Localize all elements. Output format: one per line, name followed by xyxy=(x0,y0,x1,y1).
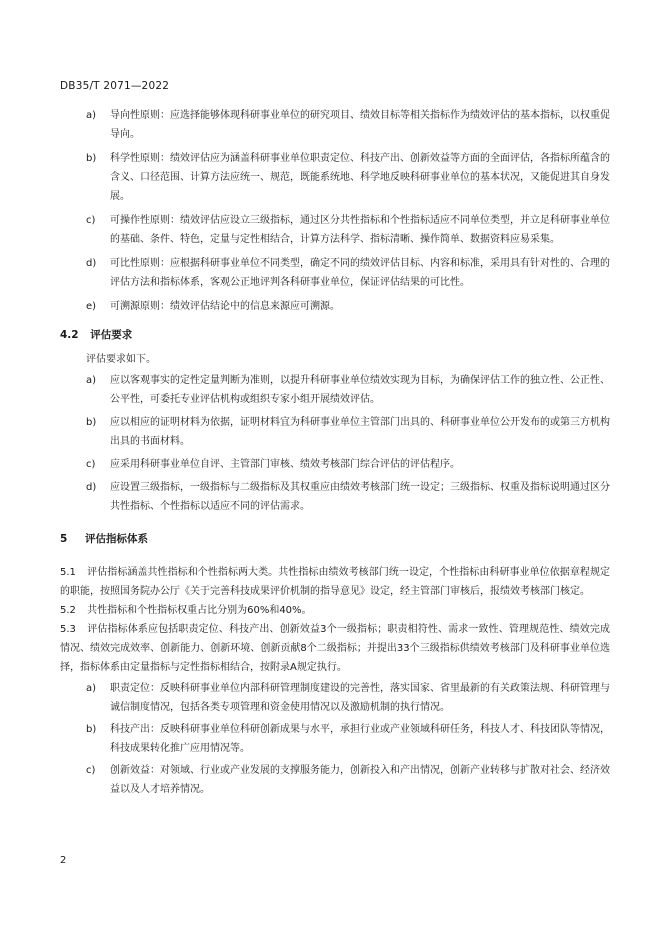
section-number: 4.2 xyxy=(60,329,79,341)
list-text: 可溯源原则：绩效评估结论中的信息来源应可溯源。 xyxy=(110,301,340,312)
list-label: a) xyxy=(86,375,97,386)
list-label: c) xyxy=(86,459,96,470)
list-item xyxy=(60,254,610,292)
list-label: d) xyxy=(86,258,97,269)
list-label: b) xyxy=(86,724,97,735)
section-number: 5 xyxy=(60,533,68,545)
list-item xyxy=(60,455,610,474)
document-id-header: DB35/T 2071—2022 xyxy=(60,80,170,92)
clause-text: 共性指标和个性指标权重占比分别为60%和40%。 xyxy=(87,605,312,616)
list-label: c) xyxy=(86,765,96,776)
list-text: 科学性原则：绩效评估应为涵盖科研事业单位职责定位、科技产出、创新效益等方面的全面评估，各指标所蕴含的含义、口径范围、计算方法应统一、规范，既能系统地、科学地反映科研事业单位的基本状况，又能促进其自身发展。 xyxy=(110,153,610,202)
list-text: 可比性原则：应根据科研事业单位不同类型，确定不同的绩效评估目标、内容和标准，采用具有针对性的、合理的评估方法和指标体系，客观公正地评判各科研事业单位，保证评估结果的可比性。 xyxy=(110,258,610,288)
clause-paragraph xyxy=(60,601,610,620)
principles-list xyxy=(60,106,610,316)
list-item xyxy=(60,297,610,316)
list-label: c) xyxy=(86,215,96,226)
list-text: 可操作性原则：绩效评估应设立三级指标，通过区分共性指标和个性指标适应不同单位类型，并立足科研事业单位的基础、条件、特色，定量与定性相结合，计算方法科学、指标清晰、操作简单、数据资料应易采集。 xyxy=(110,215,610,245)
clause-paragraph xyxy=(60,563,610,601)
list-item xyxy=(60,478,610,516)
clause-number: 5.3 xyxy=(60,624,76,635)
page-number: 2 xyxy=(60,855,67,866)
list-label: a) xyxy=(86,683,97,694)
page-content xyxy=(60,106,610,799)
list-text: 应以客观事实的定性定量判断为准则，以提升科研事业单位绩效实现为目标，为确保评估工作的独立性、公正性、公平性，可委托专业评估机构或组织专家小组开展绩效评估。 xyxy=(110,375,610,405)
list-text: 应设置三级指标，一级指标与二级指标及其权重应由绩效考核部门统一设定；三级指标、权重及指标说明通过区分共性指标、个性指标以适应不同的评估需求。 xyxy=(110,482,610,512)
section-title: 评估要求 xyxy=(90,329,133,341)
list-label: d) xyxy=(86,482,97,493)
list-text: 导向性原则：应选择能够体现科研事业单位的研究项目、绩效目标等相关指标作为绩效评估的基本指标，以权重促导向。 xyxy=(110,110,610,140)
indicator-paragraphs xyxy=(60,563,610,677)
list-item xyxy=(60,679,610,717)
list-item xyxy=(60,413,610,451)
list-label: a) xyxy=(86,110,97,121)
clause-paragraph xyxy=(60,620,610,677)
clause-number: 5.1 xyxy=(60,567,76,578)
list-item xyxy=(60,149,610,206)
list-text: 科技产出：反映科研事业单位科研创新成果与水平，承担行业或产业领域科研任务，科技人才、科技团队等情况，科技成果转化推广应用情况等。 xyxy=(110,724,610,754)
list-item xyxy=(60,761,610,799)
clause-text: 评估指标体系应包括职责定位、科技产出、创新效益3个一级指标；职责相符性、需求一致性、管理规范性、绩效完成情况、绩效完成效率、创新能力、创新环境、创新贡献8个二级指标；并提出33个三级指标供绩效考核部门及科研事业单位选择，指标体系由定量指标与定性指标相结合，按附录A规定执行。 xyxy=(60,624,610,673)
list-text: 应以相应的证明材料为依据，证明材料宜为科研事业单位主管部门出具的、科研事业单位公开发布的或第三方机构出具的书面材料。 xyxy=(110,417,610,447)
section-title: 评估指标体系 xyxy=(84,533,148,545)
clause-number: 5.2 xyxy=(60,605,76,616)
requirements-list xyxy=(60,371,610,516)
indicator-list xyxy=(60,679,610,799)
list-item xyxy=(60,211,610,249)
list-text: 创新效益：对领域、行业或产业发展的支撑服务能力，创新投入和产出情况，创新产业转移与扩散对社会、经济效益以及人才培养情况。 xyxy=(110,765,610,795)
list-label: b) xyxy=(86,417,97,428)
clause-text: 评估指标涵盖共性指标和个性指标两大类。共性指标由绩效考核部门统一设定，个性指标由科研事业单位依据章程规定的职能，按照国务院办公厅《关于完善科技成果评价机制的指导意见》设定，经主管部门审核后，报绩效考核部门核定。 xyxy=(60,567,611,597)
section-heading-5 xyxy=(60,530,610,549)
list-item xyxy=(60,720,610,758)
section-intro: 评估要求如下。 xyxy=(86,354,156,365)
list-item xyxy=(60,371,610,409)
list-label: e) xyxy=(86,301,97,312)
section-heading-4-2 xyxy=(60,326,610,345)
list-text: 职责定位：反映科研事业单位内部科研管理制度建设的完善性，落实国家、省里最新的有关政策法规、科研管理与诚信制度情况，包括各类专项管理和资金使用情况以及激励机制的执行情况。 xyxy=(110,683,610,713)
list-text: 应采用科研事业单位自评、主管部门审核、绩效考核部门综合评估的评估程序。 xyxy=(110,459,460,470)
list-item xyxy=(60,106,610,144)
list-label: b) xyxy=(86,153,97,164)
